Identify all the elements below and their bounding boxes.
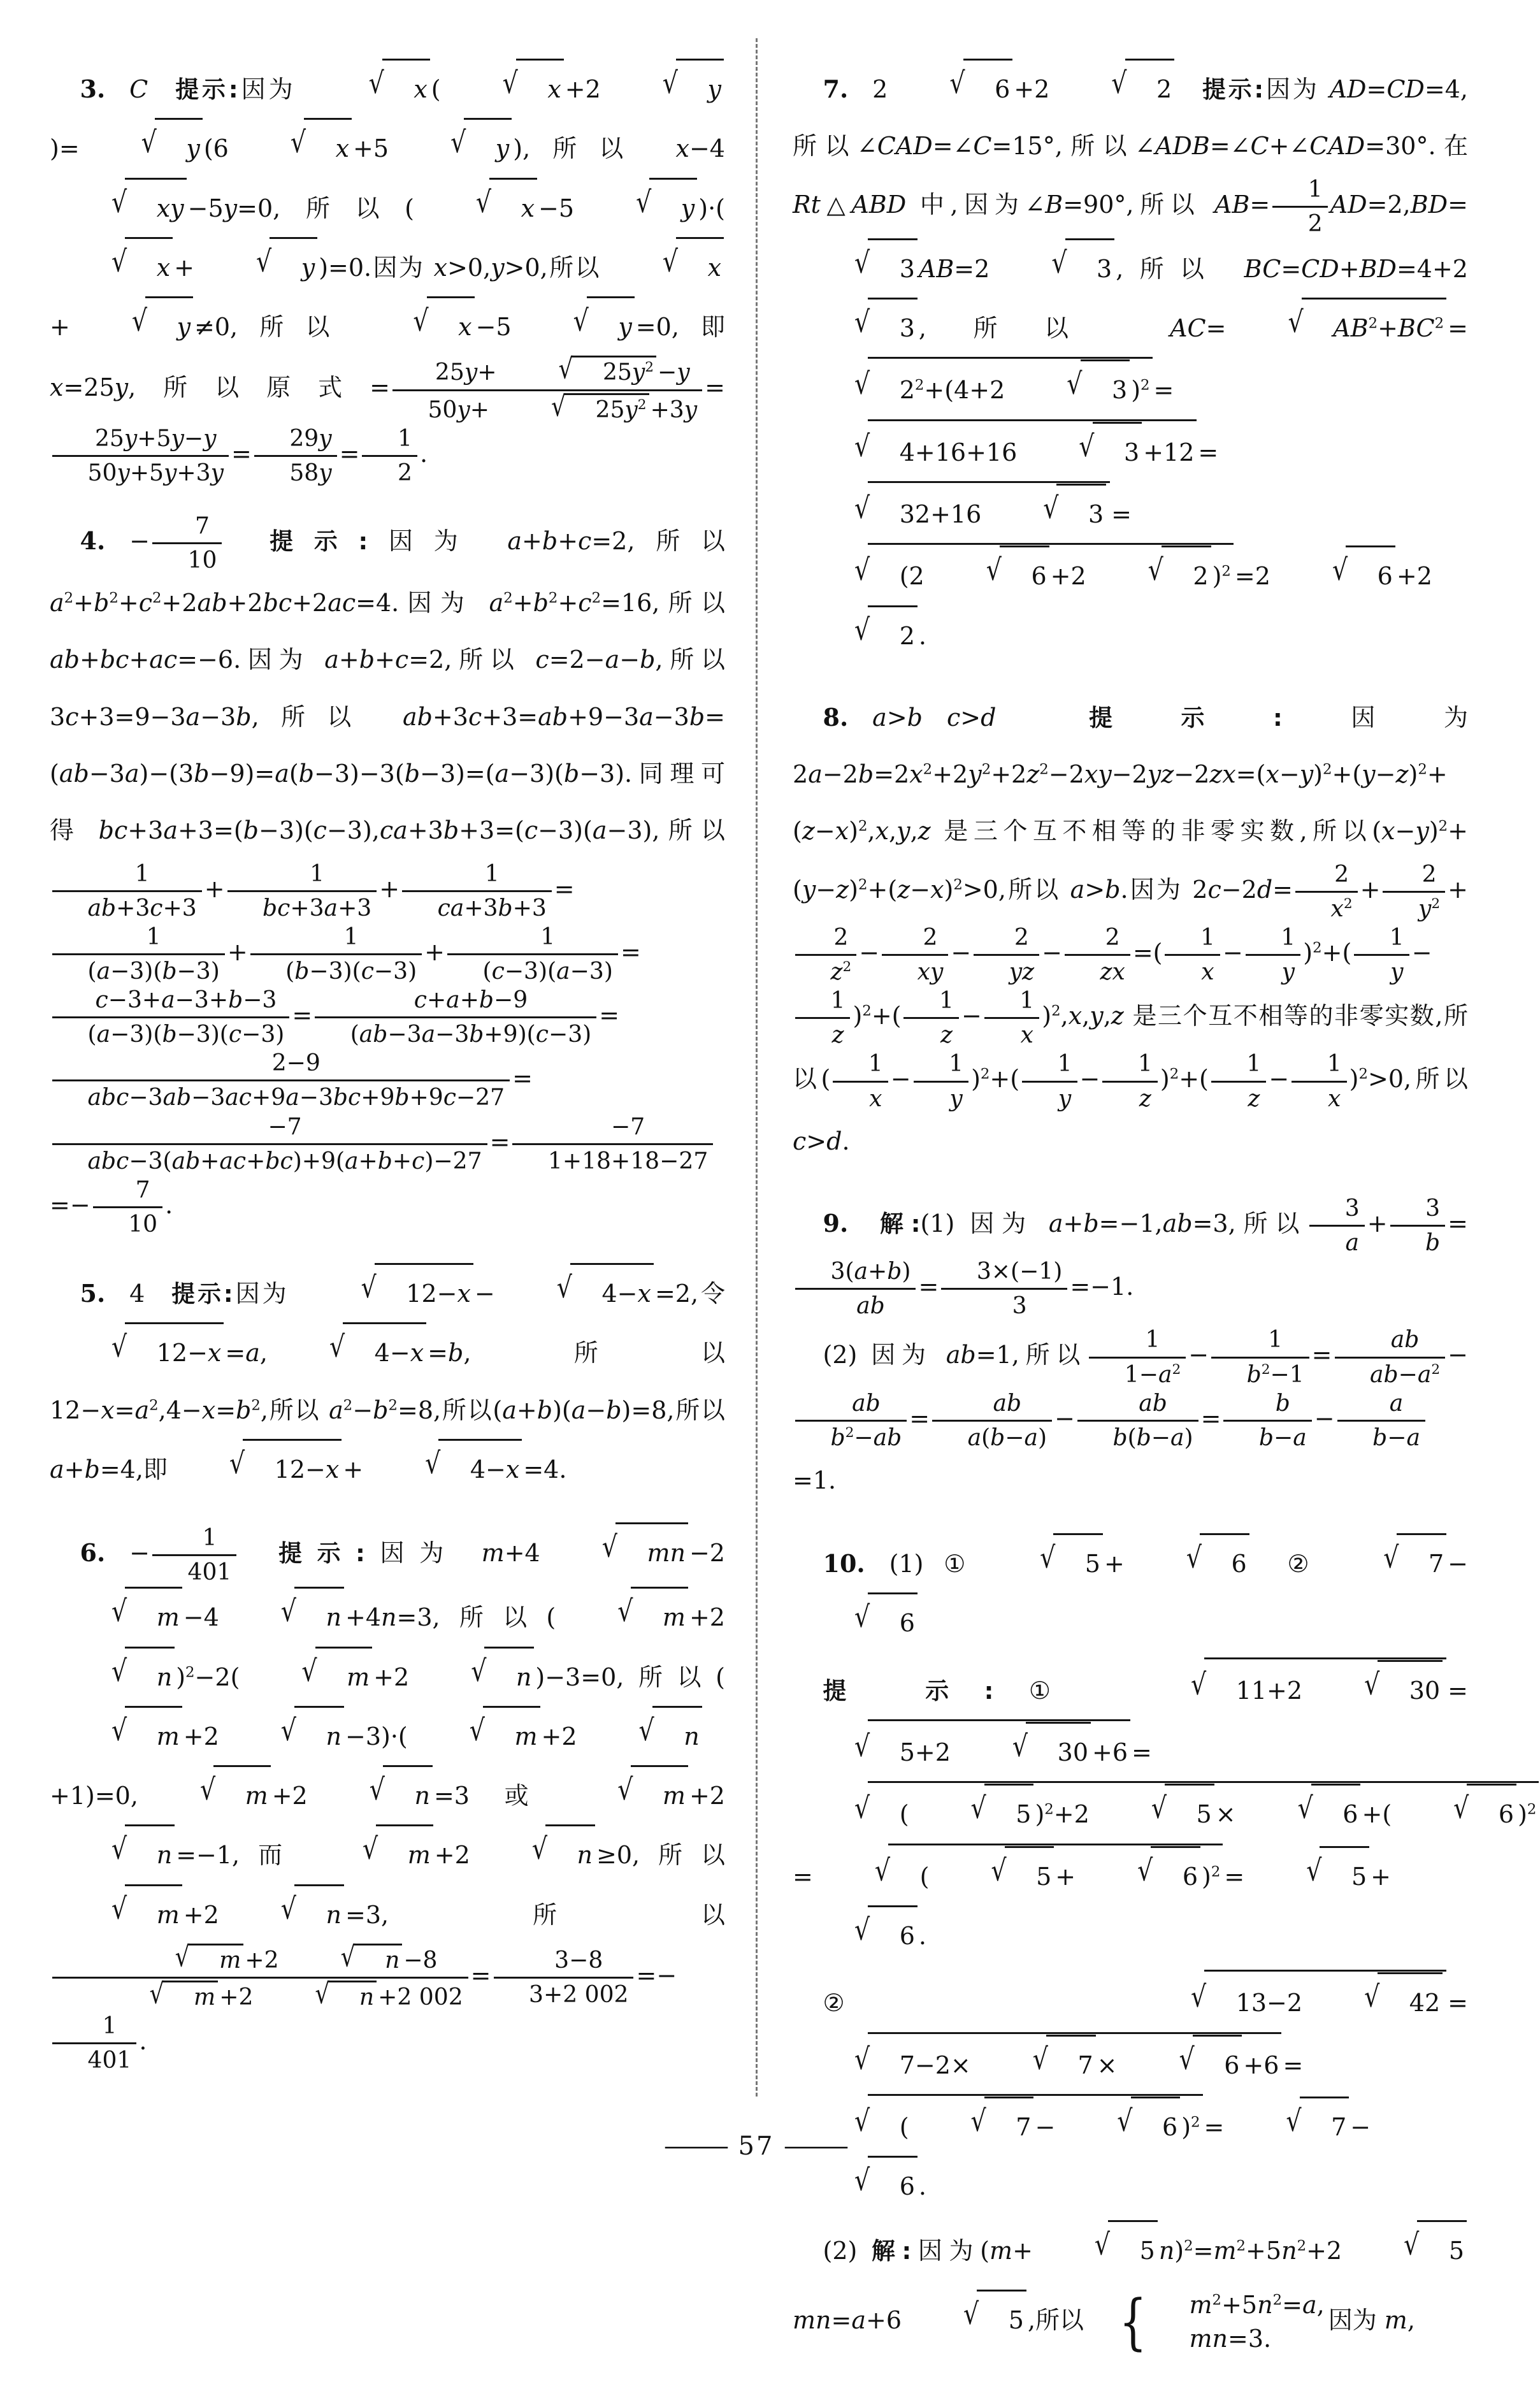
solution-paragraph: 10. (1) ① √ 5 + √ 6 ② √ 7 −√ 6: [793, 1533, 1468, 1652]
solution-item-7: [793, 59, 1468, 665]
solution-item-5: [50, 1263, 725, 1498]
page-number: 57: [738, 2132, 775, 2161]
solution-paragraph: 提 示:① √ 11+2 √ 30 =√ 5+2 √ 30 +6 =√ ( √ 5 )$^2$+2 √ 5 × √ 6 +( √ 6 )$^2$= √ ( √ 5 + √ 6 )$^2$ = √ 5 +√ 6 .: [793, 1657, 1468, 1965]
solution-paragraph: (2) 解:因为(m+ √ 5 $n)^2=m^2+5n^2+2$ √ 5mn=a+6 √ 5 ,所以 { $m^2+5n^2=a$, mn=3. 因为 m,: [793, 2220, 1468, 2364]
solution-paragraph: 8. a>b c>d 提示:因为 $2a-2b=2x^2+2y^2+2z^2-2xy-2yz-2zx=(x-y)^2+(y-z)^2+(z-x)^2,x,y,z$ 是三个互不相等的非零实数,所以$(x-y)^2+(y-z)^2+(z-x)^2>0$,所以 a>b.因为 2c−2d= $\frac{2}{x^2}$ + $\frac{2}{y^2}$ + $\frac{2}{z^2}$ − $\frac{2}{xy}$ − $\frac{2}{yz}$ − $\frac{2}{zx}$ =( $\frac{1}{x}$ − $\frac{1}{y}$ )$^2$+( $\frac{1}{y}$ − $\frac{1}{z}$ )$^2$+( $\frac{1}{z}$ − $\frac{1}{x}$ )$^2$,x,y,z 是三个互不相等的非零实数,所以( $\frac{1}{x}$ − $\frac{1}{y}$ )$^2$+( $\frac{1}{y}$ − $\frac{1}{z}$ )$^2$+( $\frac{1}{z}$ − $\frac{1}{x}$ )$^2$>0,所以 c>d.: [793, 702, 1468, 1155]
solution-item-6: [50, 1522, 725, 2075]
solution-item-9: [793, 1194, 1468, 1509]
solution-paragraph: 3. C 提示:因为 √ x ( √ x +2 √ y)= √ y (6 √ x +5 √ y ),所以 x−4√ xy −5y=0,所以( √ x −5 √ y )·(√ x + √ y )=0.因为 x>0,y>0,所以 √ x+ √ y ≠0,所以 √ x −5 √ y =0,即 x=25y,所以原式= $\frac{25y+ √ 25y^2 -y}{50y+ √ 25y^2 +3y}$ = $\frac{25y+5y-y}{50y+5y+3y}$ = $\frac{29y}{58y}$ = $\frac{1}{2}$ .: [50, 59, 725, 487]
solution-paragraph: ② √ 13−2 √ 42 =√ 7−2× √ 7 × √ 6 +6 =√ ( √ 7 − √ 6 )$^2$ = √ 7 −√ 6 .: [793, 1970, 1468, 2215]
solution-paragraph: 5. 4 提示:因为 √ 12−x − √ 4−x =2,令√ 12−x =a, √ 4−x =b,所以 $12-x=a^2,4-x=b^2$,所以 $a^2-b^2=8$,所以(a+b)(a−b)=8,所以 a+b=4,即 √ 12−x + √ 4−x =4.: [50, 1263, 725, 1498]
footer-dash-right: —: [782, 2132, 851, 2161]
solution-item-4: [50, 512, 725, 1239]
solution-paragraph: 9. 解:(1) 因为 a+b=−1,ab=3,所以 $\frac{3}{a}$ + $\frac{3}{b}$ = $\frac{3(a+b)}{ab}$ = $\frac{3\times(-1)}{3}$ =−1.: [793, 1194, 1468, 1320]
solution-paragraph: 6. − $\frac{1}{401}$ 提示:因为 m+4 √ mn −2√ m −4 √ n +4n=3,所以( √ m +2√ n )$^2$−2( √ m +2 √ n )−3=0,所以(√ m +2 √ n −3)·( √ m +2 √ n+1)=0, √ m +2 √ n =3 或 √ m +2√ n =−1,而 √ m +2 √ n ≥0,所以√ m +2 √ n =3,所以 $\frac{√ m +2 √ n -8}{√ m +2 √ n +2 002}$ = $\frac{3-8}{3+2 002}$ =− $\frac{1}{401}$ .: [50, 1522, 725, 2075]
solution-item-10: [793, 1533, 1537, 2365]
right-column: [793, 59, 1537, 2389]
solution-item-3: [50, 59, 725, 487]
page-footer: [0, 2132, 1513, 2161]
solution-paragraph: 7. 2 √ 6 +2 √ 2 提示:因为 AD=CD=4,所以∠CAD=∠C=15°,所以∠ADB=∠C+∠CAD=30°.在 Rt△ABD 中,因为∠B=90°,所以 AB= $\frac{1}{2}$ AD=2,BD=√ 3 AB=2 √ 3 ,所以 BC=CD+BD=4+2√ 3 ,所以 AC= √ $AB^2+BC^2$ =√ $2^2+(4+2$ √ 3 )$^2$ =√ 4+16+16 √ 3 +12 =√ 32+16 √ 3 =√ (2 √ 6 +2 √ 2 )$^2$ =2 √ 6 +2√ 2 .: [793, 59, 1468, 665]
left-column: [50, 59, 725, 2099]
column-divider: [756, 38, 758, 2097]
solution-item-8: [793, 689, 1468, 1170]
solution-paragraph: 4. − $\frac{7}{10}$ 提示:因为 a+b+c=2,所以 $a^2+b^2+c^2+2ab+2bc+2ac=4$.因为 $a^2+b^2+c^2=16$,所以 ab+bc+ac=−6.因为 a+b+c=2,所以 c=2−a−b,所以 3c+3=9−3a−3b,所以 ab+3c+3=ab+9−3a−3b=(ab−3a)−(3b−9)=a(b−3)−3(b−3)=(a−3)(b−3).同理可得 bc+3a+3=(b−3)(c−3),ca+3b+3=(c−3)(a−3),所以 $\frac{1}{ab+3c+3}$ + $\frac{1}{bc+3a+3}$ + $\frac{1}{ca+3b+3}$ = $\frac{1}{(a-3)(b-3)}$ + $\frac{1}{(b-3)(c-3)}$ + $\frac{1}{(c-3)(a-3)}$ = $\frac{c-3+a-3+b-3}{(a-3)(b-3)(c-3)}$ = $\frac{c+a+b-9}{(ab-3a-3b+9)(c-3)}$ = $\frac{2-9}{\text{abc−3ab−3ac+9a−3bc+9b+9c−27}}$ = $\frac{-7}{\text{abc−3(ab+ac+bc)+9(a+b+c)−27}}$ = $\frac{-7}{1+18+18-27}$ =− $\frac{7}{10}$ .: [50, 512, 725, 1238]
solution-paragraph: (2) 因为 ab=1,所以 $\frac{1}{1-a^2}$ − $\frac{1}{b^2-1}$ = $\frac{ab}{ab-a^2}$ − $\frac{ab}{b^2-ab}$ = $\frac{ab}{a(b-a)}$ − $\frac{ab}{b(b-a)}$ = $\frac{b}{b-a}$ − $\frac{a}{b-a}$ =1.: [793, 1326, 1468, 1494]
footer-dash-left: —: [661, 2132, 731, 2161]
